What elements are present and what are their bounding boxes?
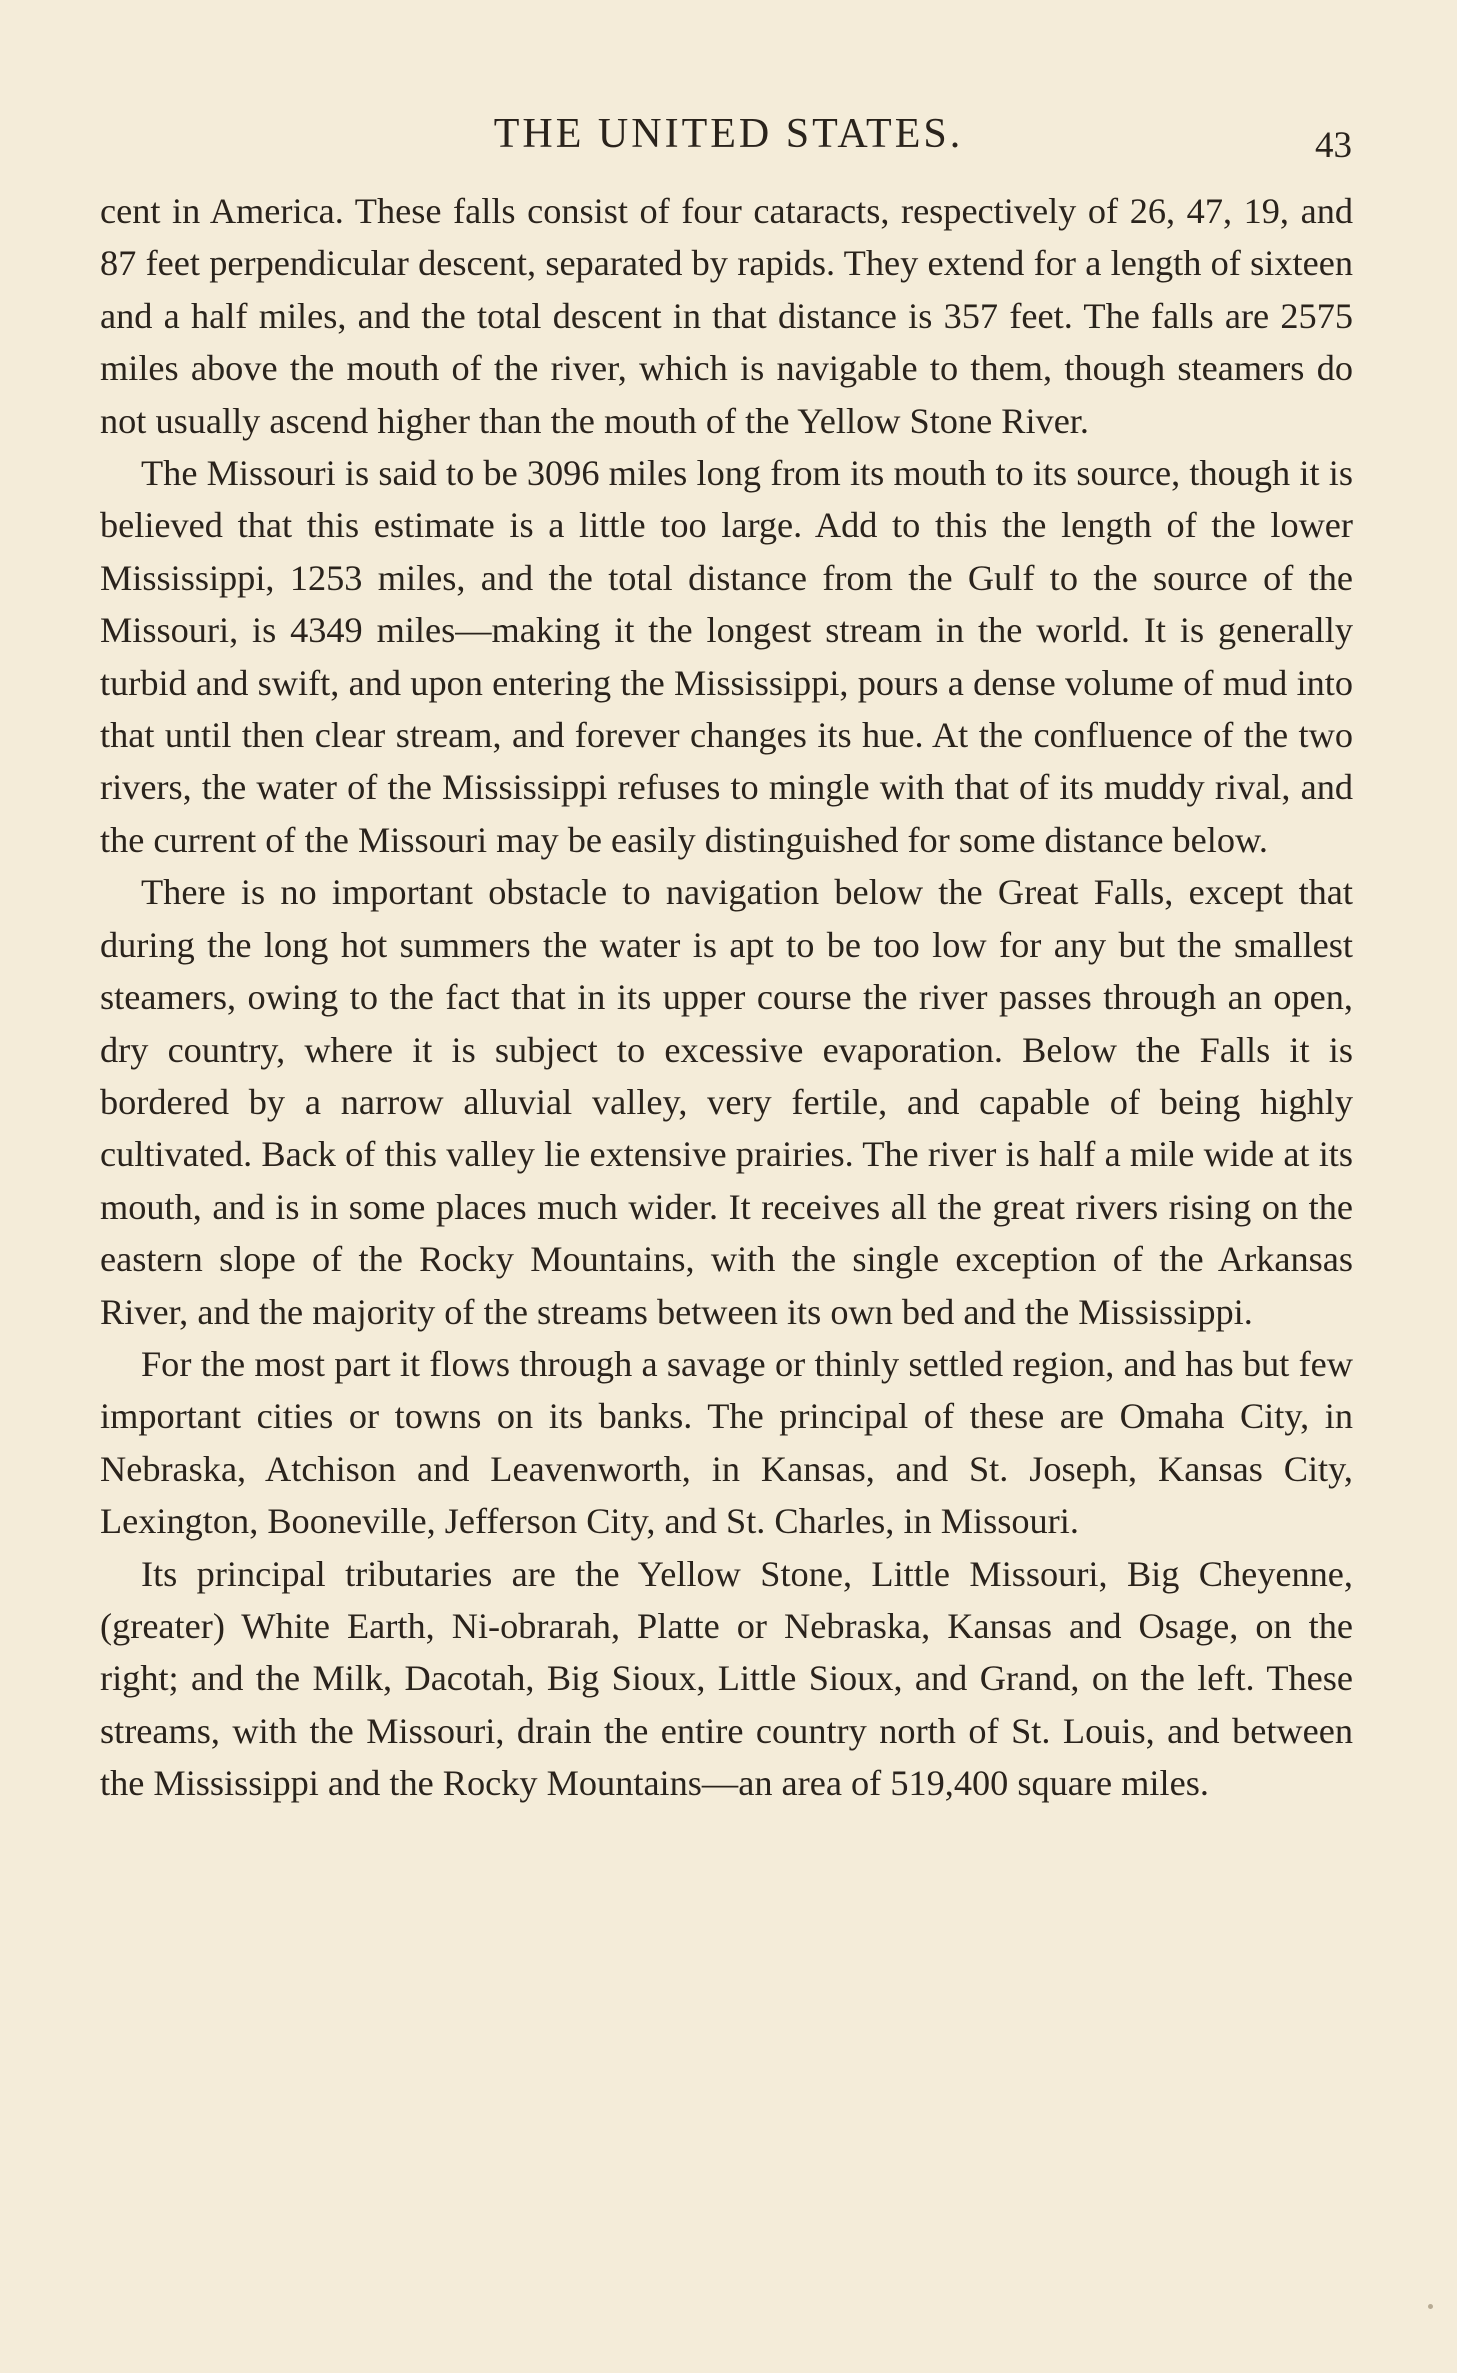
paragraph-2: The Missouri is said to be 3096 miles long from its mouth to its source, though it is believed that this estimate is a little too large. Add to this the length of the lower Mississippi, 1253 miles, and the total distance from the Gulf to the source of the Missouri, is 4349 miles—making it the longest stream in the world. It is generally turbid and swift, and upon entering the Mississippi, pours a dense volume of mud into that until then clear stream, and forever changes its hue. At the confluence of the two rivers, the water of the Mississippi refuses to mingle with that of its muddy rival, and the current of the Missouri may be easily distinguished for some distance below. xyxy=(100,453,1353,860)
paragraph-3: There is no important obstacle to navigation below the Great Falls, except that during the long hot summers the water is apt to be too low for any but the smallest steamers, owing to the fact that in its upper course the river passes through an open, dry country, where it is subject to excessive evaporation. Below the Falls it is bordered by a narrow alluvial valley, very fertile, and capable of being highly cultivated. Back of this valley lie extensive prairies. The river is half a mile wide at its mouth, and is in some places much wider. It receives all the great rivers rising on the eastern slope of the Rocky Mountains, with the single exception of the Arkansas River, and the majority of the streams between its own bed and the Mississippi. xyxy=(100,872,1353,1332)
body-text xyxy=(100,185,1353,1810)
page-number: 43 xyxy=(1315,125,1352,166)
paragraph-4: For the most part it flows through a savage or thinly settled region, and has but few important cities or towns on its banks. The principal of these are Omaha City, in Nebraska, Atchison and Leavenworth, in Kansas, and St. Joseph, Kansas City, Lexington, Booneville, Jefferson City, and St. Charles, in Missouri. xyxy=(100,1343,1353,1542)
paragraph-5: Its principal tributaries are the Yellow Stone, Little Missouri, Big Cheyenne, (greater) White Earth, Ni-obrarah, Platte or Nebraska, Kansas and Osage, on the right; and the Milk, Dacotah, Big Sioux, Little Sioux, and Grand, on the left. These streams, with the Missouri, drain the entire country north of St. Louis, and between the Mississippi and the Rocky Mountains—an area of 519,400 square miles. xyxy=(100,1553,1353,1804)
ink-speck xyxy=(1428,2304,1433,2309)
paragraph-1: cent in America. These falls consist of four cataracts, respectively of 26, 47, 19, and 87 feet perpendicular descent, separated by rapids. They extend for a length of sixteen and a half miles, and the total descent in that distance is 357 feet. The falls are 2575 miles above the mouth of the river, which is navigable to them, though steamers do not usually ascend higher than the mouth of the Yellow Stone River. xyxy=(100,191,1353,441)
running-title: THE UNITED STATES. xyxy=(493,111,964,157)
